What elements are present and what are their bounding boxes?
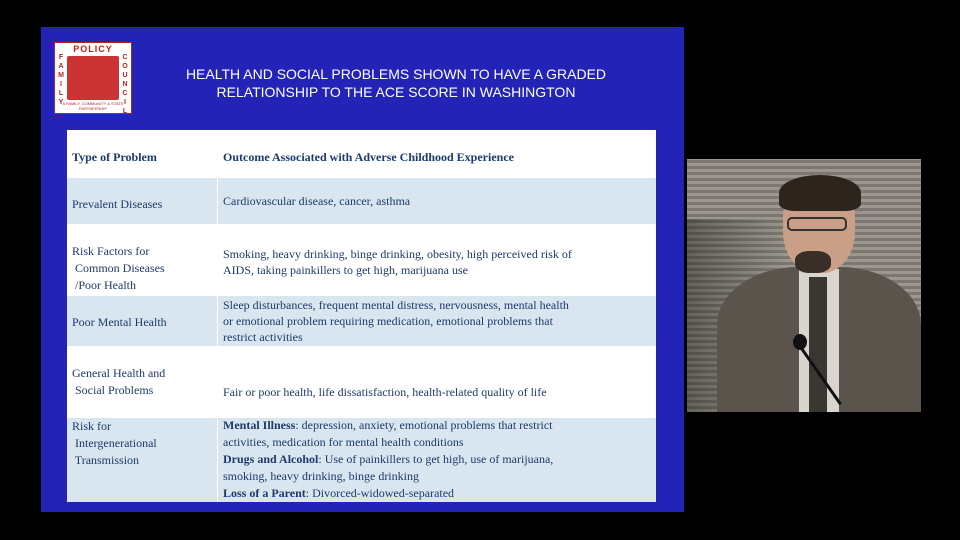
ace-problems-table: [67, 130, 656, 502]
row-type: Risk Factors for Common Diseases /Poor Health: [72, 244, 165, 292]
row-outcome: Sleep disturbances, frequent mental distress, nervousness, mental health or emotional problem requiring medication, emotional problems that restrict activities: [223, 298, 569, 344]
speaker-beard: [795, 251, 831, 273]
row-outcome: Mental Illness: depression, anxiety, emotional problems that restrict activities, medication for mental health conditions Drugs and Alcohol: Use of painkillers to get high, use of marijuana, smoking, heavy drinking, binge drinking Loss of a Parent: Divorced-widowed-separated: [223, 418, 554, 500]
row-type: Risk for Intergenerational Transmission: [72, 419, 157, 467]
presentation-slide: [41, 27, 684, 512]
slide-title-line2: RELATIONSHIP TO THE ACE SCORE IN WASHINGTON: [216, 84, 576, 100]
row-outcome: Smoking, heavy drinking, binge drinking, obesity, high perceived risk of AIDS, taking painkillers to get high, marijuana use: [223, 247, 572, 277]
row-type: General Health and Social Problems: [72, 366, 166, 397]
logo-left-text: F A M I L Y: [58, 54, 64, 106]
speaker-hair: [779, 175, 861, 211]
row-type: Poor Mental Health: [72, 315, 167, 329]
speaker-tie: [809, 277, 827, 412]
row-type: Prevalent Diseases: [72, 197, 163, 211]
slide-title: [141, 65, 651, 101]
logo-tagline: A FAMILY, COMMUNITY & STATE PARTNERSHIP: [62, 101, 124, 111]
table-row: [67, 418, 656, 502]
table-row: [67, 226, 656, 294]
header-type-of-problem: Type of Problem: [72, 150, 157, 164]
table-row: [67, 296, 656, 346]
slide-title-line1: HEALTH AND SOCIAL PROBLEMS SHOWN TO HAVE A GRADED: [185, 66, 607, 82]
table-row: [67, 348, 656, 416]
family-policy-council-logo: [54, 42, 132, 114]
table-header-row: [67, 130, 656, 176]
row-outcome: Fair or poor health, life dissatisfaction, health-related quality of life: [223, 385, 547, 399]
microphone-icon: [793, 334, 807, 350]
table-row: [67, 178, 656, 224]
logo-right-text: C O U N C I L: [122, 54, 128, 115]
logo-top-text: POLICY: [73, 44, 113, 54]
column-divider: [217, 130, 218, 502]
header-outcome: Outcome Associated with Adverse Childhood Experience: [223, 150, 514, 164]
speaker-glasses-icon: [787, 217, 847, 231]
row-outcome: Cardiovascular disease, cancer, asthma: [223, 194, 411, 208]
logo-artwork-icon: [67, 56, 119, 100]
speaker-video: [687, 159, 921, 412]
